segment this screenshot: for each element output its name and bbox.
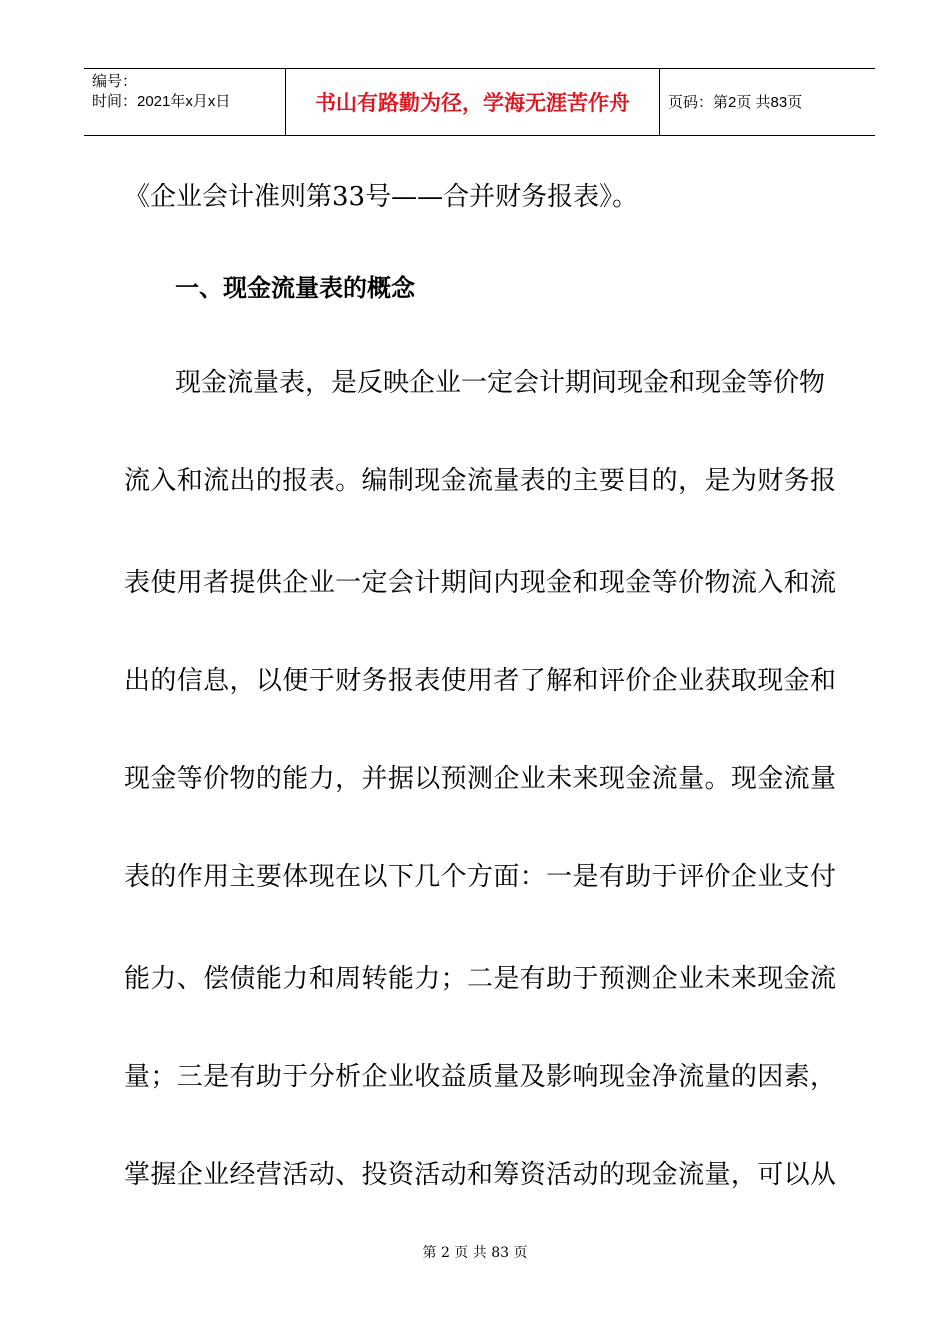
paragraph-line-3: 表使用者提供企业一定会计期间内现金和现金等价物流入和流 <box>124 568 836 598</box>
document-number-label: 编号： <box>92 73 138 90</box>
paragraph-line-8: 量；三是有助于分析企业收益质量及影响现金净流量的因素， <box>124 1062 836 1092</box>
paragraph-line-9: 掌握企业经营活动、投资活动和筹资活动的现金流量，可以从 <box>124 1160 836 1190</box>
page-footer: 第 2 页 共 83 页 <box>422 1245 528 1261</box>
header-page-info: 页码：第2页 共83页 <box>668 94 803 111</box>
header-motto: 书山有路勤为径，学海无涯苦作舟 <box>286 69 660 135</box>
paragraph-line-1: 现金流量表，是反映企业一定会计期间现金和现金等价物 <box>175 368 826 398</box>
paragraph-line-5: 现金等价物的能力，并据以预测企业未来现金流量。现金流量 <box>124 764 836 794</box>
intro-line: 《企业会计准则第33号——合并财务报表》。 <box>124 182 639 212</box>
document-time-label: 时间：2021年x月x日 <box>92 93 231 110</box>
paragraph-line-7: 能力、偿债能力和周转能力；二是有助于预测企业未来现金流 <box>124 964 836 994</box>
paragraph-line-6: 表的作用主要体现在以下几个方面：一是有助于评价企业支付 <box>124 862 836 892</box>
document-header <box>84 68 875 136</box>
header-meta <box>84 69 286 135</box>
section-heading: 一、现金流量表的概念 <box>175 274 415 302</box>
paragraph-line-2: 流入和流出的报表。编制现金流量表的主要目的，是为财务报 <box>124 466 836 496</box>
paragraph-line-4: 出的信息，以便于财务报表使用者了解和评价企业获取现金和 <box>124 666 836 696</box>
